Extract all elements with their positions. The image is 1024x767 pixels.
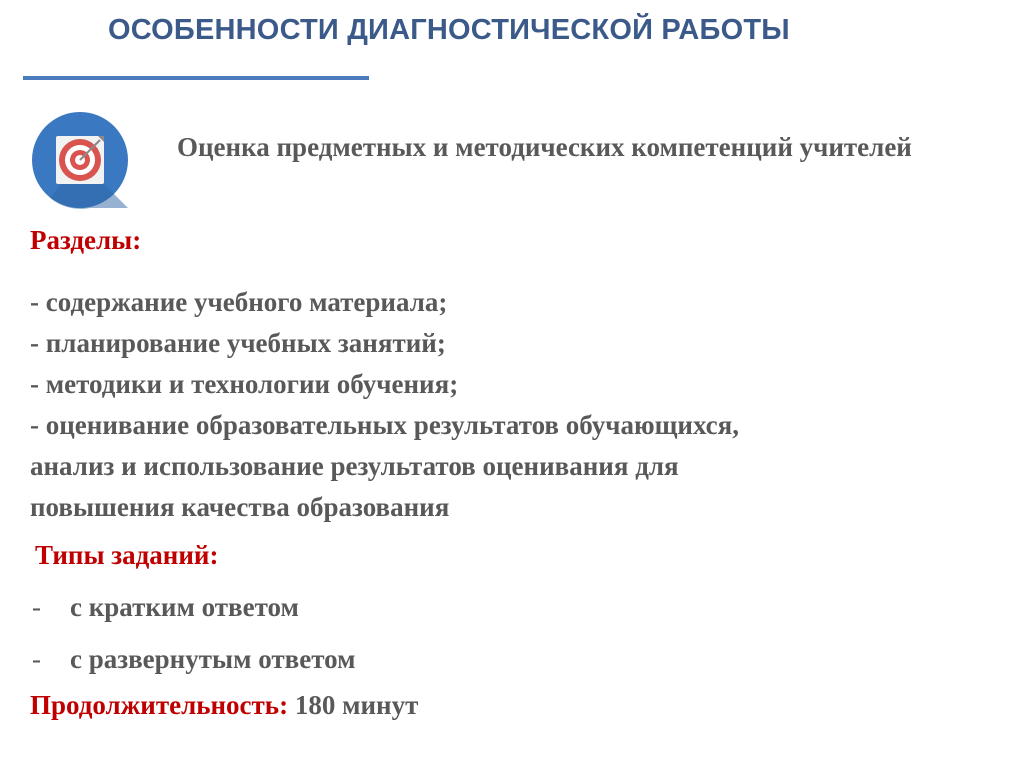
duration-label: Продолжительность: <box>30 690 289 720</box>
target-icon <box>30 110 130 210</box>
section-line: - планирование учебных занятий; <box>30 328 446 358</box>
duration-value: 180 минут <box>294 690 419 720</box>
sections-list <box>30 282 1010 528</box>
task-type-text: с кратким ответом <box>70 592 299 622</box>
duration-line <box>30 690 418 721</box>
section-line: - методики и технологии обучения; <box>30 369 459 399</box>
section-line: - содержание учебного материала; <box>30 287 448 317</box>
sections-heading: Разделы: <box>30 225 142 255</box>
section-line: анализ и использование результатов оценивания для <box>30 451 679 481</box>
task-type-item <box>32 592 299 623</box>
task-types-heading: Типы заданий: <box>35 540 219 570</box>
lead-text: Оценка предметных и методических компетенций учителей <box>177 132 912 162</box>
task-type-text: с развернутым ответом <box>70 644 356 674</box>
list-dash: - <box>32 644 41 674</box>
section-line: повышения качества образования <box>30 492 450 522</box>
task-type-item <box>32 644 355 675</box>
list-dash: - <box>32 592 41 622</box>
title-underline <box>23 76 369 80</box>
slide-title: ОСОБЕННОСТИ ДИАГНОСТИЧЕСКОЙ РАБОТЫ <box>108 14 790 46</box>
section-line: - оценивание образовательных результатов обучающихся, <box>30 410 740 440</box>
